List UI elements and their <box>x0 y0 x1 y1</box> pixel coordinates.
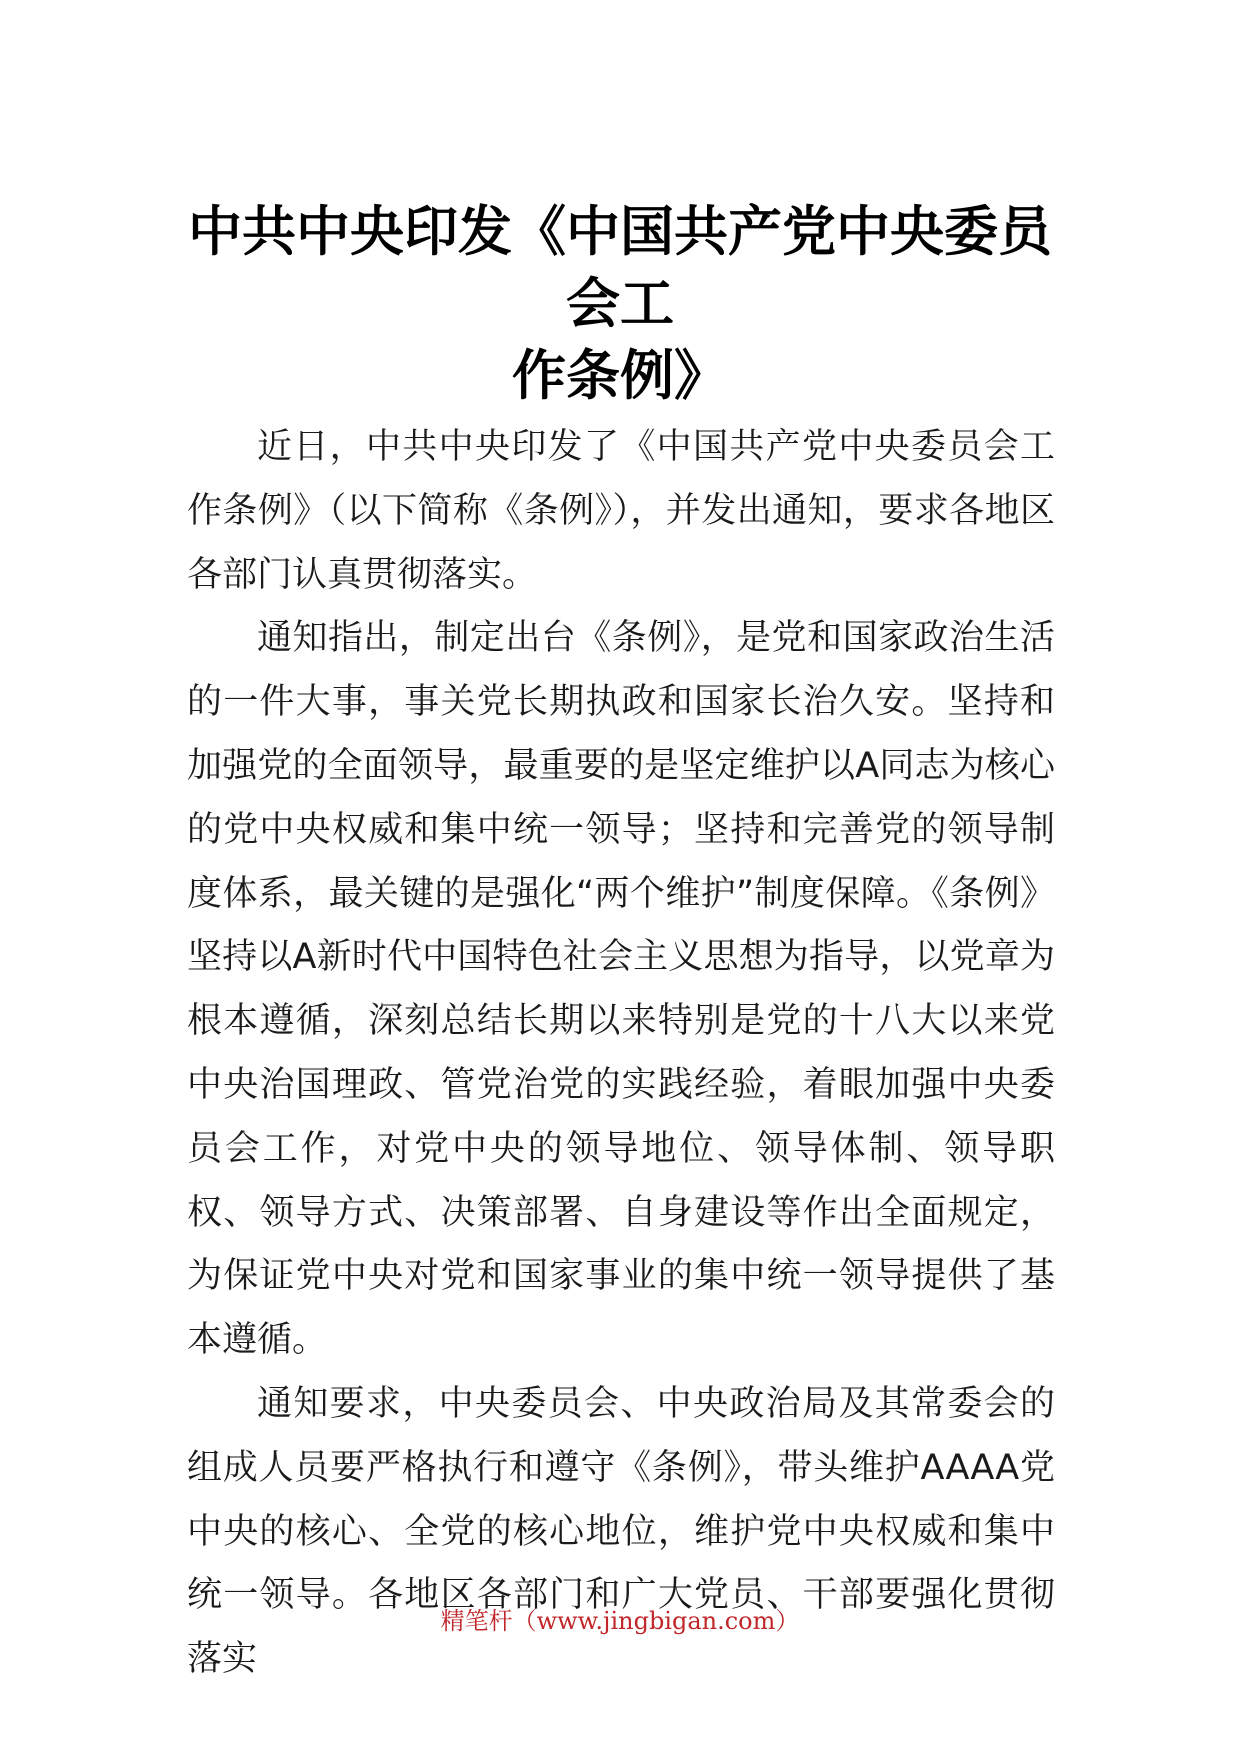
document-body <box>187 416 1055 1692</box>
paragraph-3: 通知要求，中央委员会、中央政治局及其常委会的组成人员要严格执行和遵守《条例》，带头维护AAAA党中央的核心、全党的核心地位，维护党中央权威和集中统一领导。各地区各部门和广大党员、干部要强化贯彻落实 <box>187 1383 1055 1680</box>
document-title-line-1: 中共中央印发《中国共产党中央委员会工 <box>188 200 1052 335</box>
paragraph-1: 近日，中共中央印发了《中国共产党中央委员会工作条例》（以下简称《条例》），并发出通知，要求各地区各部门认真贯彻落实。 <box>187 427 1055 595</box>
paragraph-2: 通知指出，制定出台《条例》，是党和国家政治生活的一件大事，事关党长期执政和国家长治久安。坚持和加强党的全面领导，最重要的是坚定维护以A同志为核心的党中央权威和集中统一领导；坚持和完善党的领导制度体系，最关键的是强化“两个维护”制度保障。《条例》坚持以A新时代中国特色社会主义思想为指导，以党章为根本遵循，深刻总结长期以来特别是党的十八大以来党中央治国理政、管党治党的实践经验，着眼加强中央委员会工作，对党中央的领导地位、领导体制、领导职权、领导方式、决策部署、自身建设等作出全面规定，为保证党中央对党和国家事业的集中统一领导提供了基本遵循。 <box>187 618 1055 1361</box>
document-title <box>170 196 1070 412</box>
footer-watermark: 精笔杆（www.jingbigan.com） <box>440 1607 800 1635</box>
document-title-line-2: 作条例》 <box>512 344 728 407</box>
